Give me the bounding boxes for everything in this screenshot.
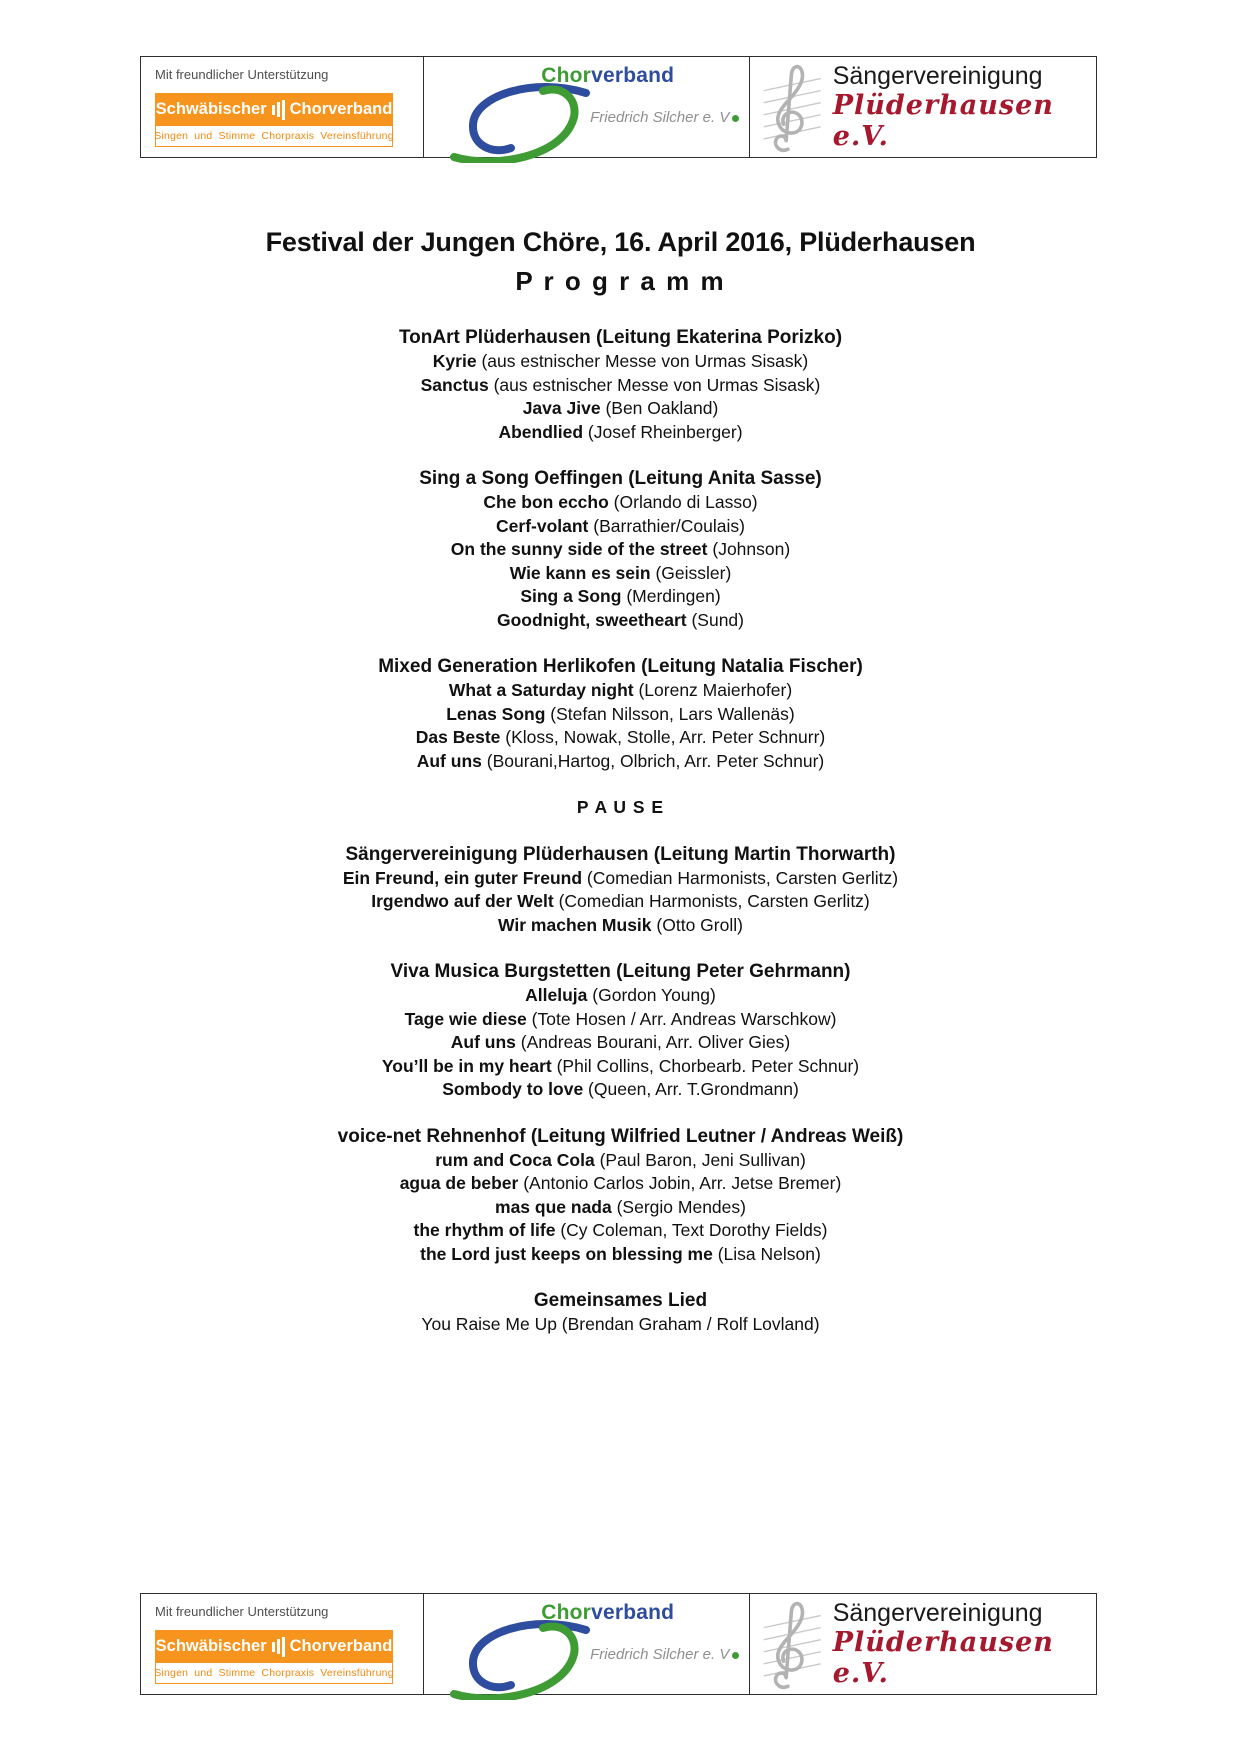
song-credit: (Cy Coleman, Text Dorothy Fields)	[560, 1220, 828, 1240]
song-title: Java Jive	[522, 398, 601, 418]
wordmark-left: Schwäbischer	[155, 1637, 267, 1655]
equalizer-bars-icon	[272, 99, 285, 121]
song-credit: (Sund)	[691, 609, 744, 630]
song-credit: (Andreas Bourani, Arr. Oliver Gies)	[520, 1032, 791, 1052]
song-line	[0, 890, 1241, 914]
song-line	[0, 1008, 1241, 1032]
program-list	[0, 326, 1241, 1337]
song-credit: (Ben Oakland)	[605, 398, 719, 418]
song-line	[0, 1172, 1241, 1196]
song-line	[0, 1196, 1241, 1220]
song-credit: (Antonio Carlos Jobin, Arr. Jetse Bremer)	[523, 1173, 842, 1193]
saenger-line1: Sängervereinigung	[832, 1598, 1043, 1627]
song-line	[0, 703, 1241, 727]
song-title: Sombody to love	[442, 1079, 584, 1099]
chorverband-subtitle	[590, 1646, 739, 1663]
song-credit: (Barrathier/Coulais)	[593, 515, 745, 536]
song-title: Auf uns	[416, 750, 482, 771]
song-title: Das Beste	[415, 727, 501, 747]
song-credit: (Bourani,Hartog, Olbrich, Arr. Peter Schnur)	[486, 750, 825, 771]
song-title: Tage wie diese	[404, 1008, 527, 1029]
song-credit: (Queen, Arr. T.Grondmann)	[588, 1079, 799, 1099]
song-title: You’ll be in my heart	[381, 1055, 552, 1076]
song-credit: (Sergio Mendes)	[616, 1196, 746, 1217]
song-credit: (Tote Hosen / Arr. Andreas Warschkow)	[531, 1008, 837, 1029]
song-title: Abendlied	[498, 421, 584, 442]
choir-heading: voice-net Rehnenhof (Leitung Wilfried Leutner / Andreas Weiß)	[337, 1125, 904, 1147]
song-title: Auf uns	[450, 1032, 516, 1052]
schwaebischer-tagline: Singen und Stimme Chorpraxis Vereinsführung	[155, 126, 393, 147]
treble-clef-icon	[762, 1596, 822, 1692]
pause-label: P A U S E	[576, 797, 665, 817]
song-title: Che bon eccho	[483, 492, 609, 512]
footer-logo-band	[140, 1593, 1097, 1695]
song-title: agua de beber	[399, 1173, 519, 1193]
wordmark-right: Chorverband	[289, 1637, 393, 1655]
choir-heading: Sing a Song Oeffingen (Leitung Anita Sasse)	[419, 468, 822, 489]
program-section	[0, 467, 1241, 632]
song-title: mas que nada	[495, 1196, 612, 1217]
support-note: Mit freundlicher Unterstützung	[155, 67, 329, 82]
wordmark-right: Chorverband	[289, 100, 393, 118]
song-line	[0, 350, 1241, 374]
song-title: the Lord just keeps on blessing me	[420, 1243, 713, 1264]
program-section	[0, 843, 1241, 938]
logo-saengervereinigung	[749, 57, 1096, 157]
song-credit: (Otto Groll)	[656, 914, 743, 935]
chorverband-wordmark-green: Chor	[541, 1601, 592, 1624]
song-line	[0, 374, 1241, 398]
treble-clef-icon	[762, 59, 822, 155]
song-credit: (Comedian Harmonists, Carsten Gerlitz)	[586, 867, 899, 888]
ellipse-swoosh-icon	[448, 83, 600, 163]
choir-heading: TonArt Plüderhausen (Leitung Ekaterina Porizko)	[398, 327, 843, 348]
song-title: Wie kann es sein	[509, 562, 651, 583]
song-credit: You Raise Me Up (Brendan Graham / Rolf Lovland)	[421, 1314, 820, 1334]
song-line	[0, 585, 1241, 609]
program-section	[0, 1125, 1241, 1267]
song-title: Lenas Song	[446, 703, 546, 724]
song-credit: (Orlando di Lasso)	[613, 492, 758, 512]
choir-heading: Mixed Generation Herlikofen (Leitung Natalia Fischer)	[378, 656, 863, 677]
song-line	[0, 679, 1241, 703]
chorverband-subtitle-text: Friedrich Silcher e. V	[590, 1646, 730, 1663]
song-line	[0, 515, 1241, 539]
song-line	[0, 562, 1241, 586]
song-credit: (Paul Baron, Jeni Sullivan)	[599, 1149, 806, 1170]
song-title: Ein Freund, ein guter Freund	[342, 867, 583, 888]
wordmark-left: Schwäbischer	[155, 100, 267, 118]
staff-lines	[764, 1616, 821, 1676]
song-line	[0, 1055, 1241, 1079]
song-line	[0, 421, 1241, 445]
chorverband-subtitle	[590, 109, 739, 126]
choir-heading: Sängervereinigung Plüderhausen (Leitung Martin Thorwarth)	[345, 843, 896, 865]
ellipse-swoosh-icon	[448, 1620, 600, 1700]
song-title: Sanctus	[420, 374, 489, 395]
song-line	[0, 914, 1241, 938]
logo-schwaebischer-chorverband	[141, 1594, 423, 1694]
song-credit: (Merdingen)	[626, 586, 721, 606]
song-title: On the sunny side of the street	[450, 539, 708, 559]
chorverband-wordmark-blue: verband	[591, 64, 675, 87]
song-title: Irgendwo auf der Welt	[371, 891, 554, 911]
song-credit: (Stefan Nilsson, Lars Wallenäs)	[550, 703, 795, 724]
song-line	[0, 726, 1241, 750]
saenger-line2: Plüderhausen e.V.	[832, 1627, 1054, 1690]
song-credit: (Geissler)	[655, 562, 732, 583]
song-credit: (aus estnischer Messe von Urmas Sisask)	[481, 351, 809, 371]
song-title: What a Saturday night	[448, 680, 634, 700]
program-section	[0, 1289, 1241, 1337]
song-credit: (aus estnischer Messe von Urmas Sisask)	[493, 374, 821, 395]
green-dot-icon	[732, 115, 739, 122]
song-line	[0, 1031, 1241, 1055]
chorverband-wordmark-blue: verband	[591, 1601, 675, 1624]
song-title: rum and Coca Cola	[435, 1149, 595, 1170]
song-line	[0, 1313, 1241, 1337]
logo-chorverband-silcher	[423, 1594, 750, 1694]
song-title: the rhythm of life	[413, 1220, 556, 1240]
song-credit: (Johnson)	[712, 539, 791, 559]
staff-lines	[764, 79, 821, 139]
support-note: Mit freundlicher Unterstützung	[155, 1604, 329, 1619]
song-title: Cerf-volant	[496, 515, 589, 536]
saenger-line2: Plüderhausen e.V.	[832, 90, 1054, 153]
choir-heading: Viva Musica Burgstetten (Leitung Peter Gehrmann)	[390, 961, 851, 982]
song-line	[0, 1078, 1241, 1102]
schwaebischer-tagline: Singen und Stimme Chorpraxis Vereinsführung	[155, 1663, 393, 1684]
song-credit: (Lorenz Maierhofer)	[638, 680, 793, 700]
song-line	[0, 1219, 1241, 1243]
program-section	[0, 655, 1241, 773]
program-section	[0, 326, 1241, 444]
schwaebischer-chorverband-wordmark	[155, 93, 393, 126]
logo-saengervereinigung	[749, 1594, 1096, 1694]
program-page	[0, 226, 1241, 1337]
song-line	[0, 538, 1241, 562]
song-credit: (Kloss, Nowak, Stolle, Arr. Peter Schnurr)	[505, 727, 826, 747]
schwaebischer-chorverband-wordmark	[155, 1630, 393, 1663]
song-line	[0, 984, 1241, 1008]
song-credit: (Phil Collins, Chorbearb. Peter Schnur)	[556, 1055, 860, 1076]
song-title: Alleluja	[525, 985, 588, 1005]
page-title: Festival der Jungen Chöre, 16. April 2016, Plüderhausen	[265, 227, 976, 257]
chorverband-wordmark-green: Chor	[541, 64, 592, 87]
song-credit: (Gordon Young)	[592, 985, 716, 1005]
green-dot-icon	[732, 1652, 739, 1659]
song-line	[0, 867, 1241, 891]
song-line	[0, 1243, 1241, 1267]
song-title: Kyrie	[432, 351, 477, 371]
song-line	[0, 1149, 1241, 1173]
header-logo-band	[140, 56, 1097, 158]
song-credit: (Comedian Harmonists, Carsten Gerlitz)	[558, 891, 870, 911]
song-title: Wir machen Musik	[498, 914, 652, 935]
chorverband-subtitle-text: Friedrich Silcher e. V	[590, 109, 730, 126]
equalizer-bars-icon	[272, 1636, 285, 1658]
song-title: Goodnight, sweetheart	[496, 609, 687, 630]
song-line	[0, 609, 1241, 633]
song-line	[0, 491, 1241, 515]
song-credit: (Josef Rheinberger)	[587, 421, 743, 442]
logo-chorverband-silcher	[423, 57, 750, 157]
song-line	[0, 397, 1241, 421]
page-subtitle: P r o g r a m m	[515, 266, 726, 296]
song-title: Sing a Song	[520, 586, 622, 606]
program-section	[0, 960, 1241, 1102]
logo-schwaebischer-chorverband	[141, 57, 423, 157]
saenger-line1: Sängervereinigung	[832, 61, 1043, 90]
choir-heading: Gemeinsames Lied	[533, 1290, 708, 1311]
song-line	[0, 750, 1241, 774]
song-credit: (Lisa Nelson)	[717, 1243, 821, 1264]
